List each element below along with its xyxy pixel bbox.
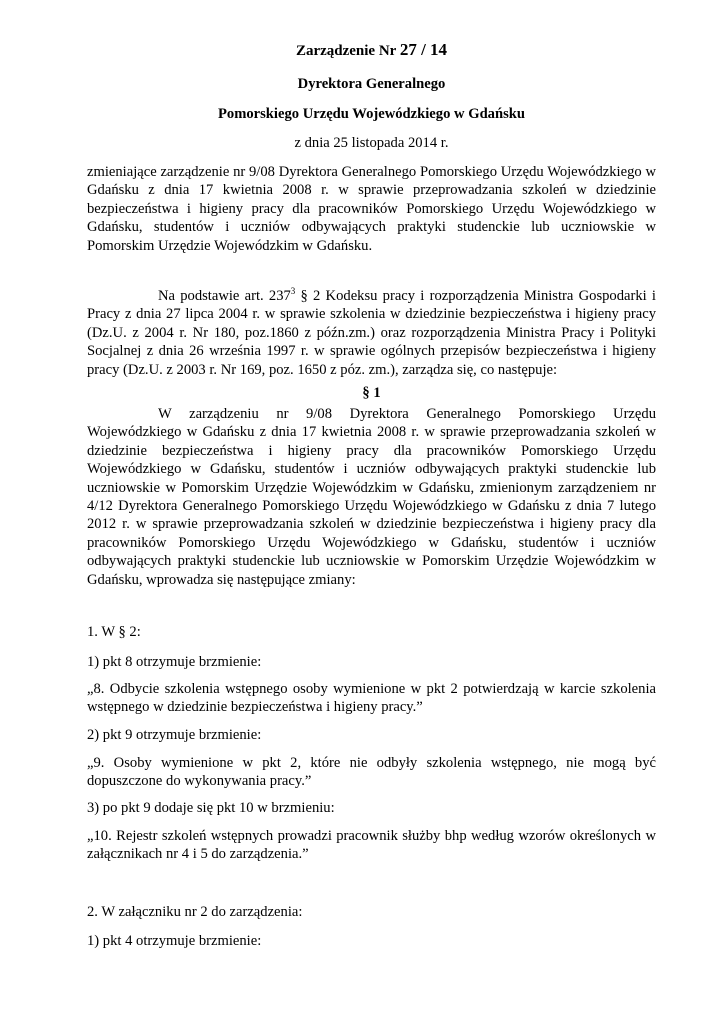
issuer-line-2: Pomorskiego Urzędu Wojewódzkiego w Gdańsku	[217, 106, 526, 122]
change-1-point-3: 3) po pkt 9 dodaje się pkt 10 w brzmieniu:	[87, 800, 335, 816]
change-1-point-3-text: „10. Rejestr szkoleń wstępnych prowadzi pracownik służby bhp według wzorów określonych w załącznikach nr 4 i 5 do zarządzenia.”	[87, 828, 656, 863]
document-title	[87, 40, 656, 60]
change-1-point-1-text: „8. Odbycie szkolenia wstępnego osoby wymienione w pkt 2 potwierdzają w karcie szkolenia wstępnego w dziedzinie bezpieczeństwa i higieny pracy.”	[87, 681, 656, 716]
legal-basis-paragraph	[87, 287, 656, 379]
change-1-point-1: 1) pkt 8 otrzymuje brzmienie:	[87, 654, 262, 670]
change-2-heading: 2. W załączniku nr 2 do zarządzenia:	[87, 904, 303, 920]
title-prefix: Zarządzenie Nr	[295, 43, 397, 59]
title-number: 27 / 14	[399, 40, 448, 59]
change-1-point-2: 2) pkt 9 otrzymuje brzmienie:	[87, 727, 262, 743]
legal-basis-before: Na podstawie art. 237	[158, 288, 291, 304]
legal-basis-after: § 2 Kodeksu pracy i rozporządzenia Ministra Gospodarki i Pracy z dnia 27 lipca 2004 r. w sprawie szkolenia w dziedzinie bezpieczeństwa i higieny pracy (Dz.U. z 2004 r. Nr 180, poz.1860 z późn.zm.) oraz rozporządzenia Ministra Pracy i Polityki Socjalnej z dnia 26 września 1997 r. w sprawie ogólnych przepisów bezpieczeństwa i higieny pracy (Dz.U. z 2003 r. Nr 169, poz. 1650 z póz. zm.), zarządza się, co następuje:	[87, 288, 656, 378]
issuer-line-1: Dyrektora Generalnego	[297, 76, 446, 92]
change-2-point-1: 1) pkt 4 otrzymuje brzmienie:	[87, 933, 262, 949]
subject-paragraph: zmieniające zarządzenie nr 9/08 Dyrektora Generalnego Pomorskiego Urzędu Wojewódzkiego w Gdańsku z dnia 17 kwietnia 2008 r. w sprawie przeprowadzania szkoleń w dziedzinie bezpieczeństwa i higieny pracy dla pracowników Pomorskiego Urzędu Wojewódzkiego w Gdańsku, studentów i uczniów odbywających praktyki studenckie lub uczniowskie w Pomorskim Urzędzie Wojewódzkim w Gdańsku.	[87, 164, 656, 254]
section-1-intro: W zarządzeniu nr 9/08 Dyrektora Generalnego Pomorskiego Urzędu Wojewódzkiego w Gdańsku z dnia 17 kwietnia 2008 r. w sprawie przeprowadzania szkoleń w dziedzinie bezpieczeństwa i higieny pracy dla pracowników Pomorskiego Urzędu Wojewódzkiego w Gdańsku, studentów i uczniów odbywających praktyki studenckie lub uczniowskie w Pomorskim Urzędzie Wojewódzkim w Gdańsku, zmienionym zarządzeniem nr 4/12 Dyrektora Generalnego Pomorskiego Urzędu Wojewódzkiego w Gdańsku z dnia 7 lutego 2012 r. w sprawie przeprowadzania szkoleń w dziedzinie bezpieczeństwa i higieny pracy dla pracowników Pomorskiego Urzędu Wojewódzkiego w Gdańsku, studentów i uczniów odbywających praktyki studenckie lub uczniowskie w Pomorskim Urzędzie Wojewódzkim w Gdańsku, wprowadza się następujące zmiany:	[87, 406, 656, 588]
change-1-heading: 1. W § 2:	[87, 624, 141, 640]
change-1-point-2-text: „9. Osoby wymienione w pkt 2, które nie odbyły szkolenia wstępnego, nie mogą być dopuszczone do wykonywania pracy.”	[87, 755, 656, 790]
section-1-heading: § 1	[362, 385, 381, 401]
legal-basis-superscript: 3	[290, 286, 296, 296]
document-date: z dnia 25 listopada 2014 r.	[294, 135, 449, 151]
